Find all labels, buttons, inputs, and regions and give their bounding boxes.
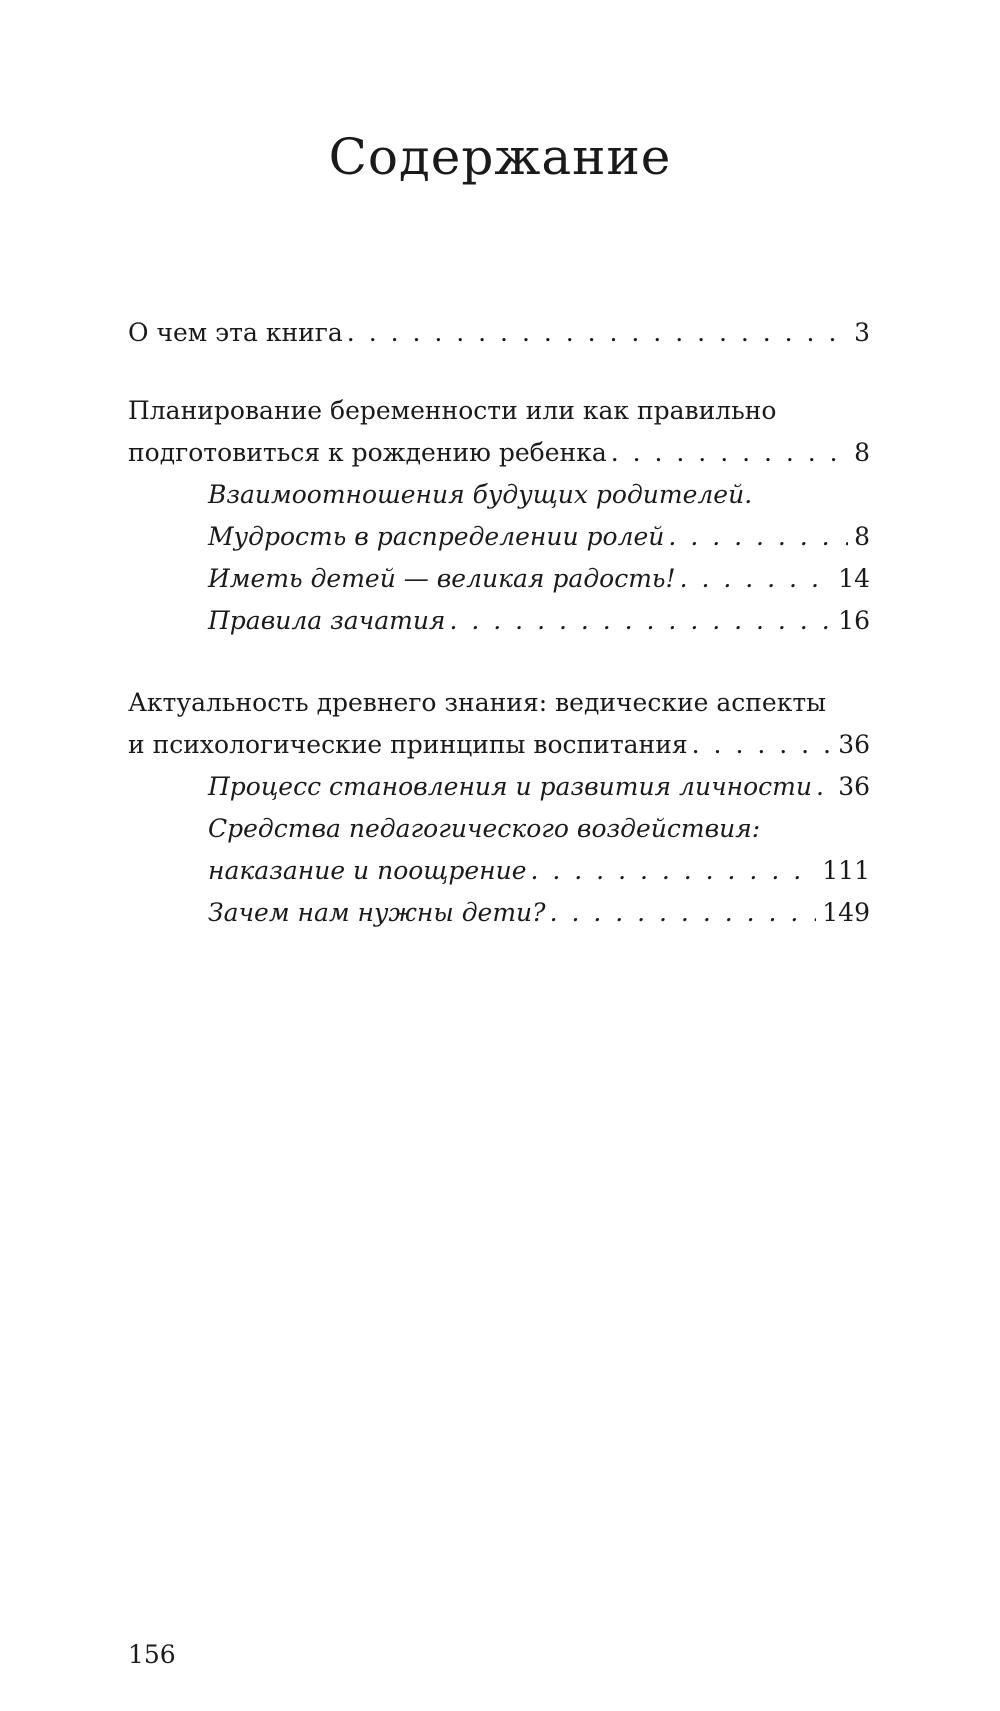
toc-entry-title: и психологические принципы воспитания	[128, 730, 688, 759]
toc-subentry[interactable]	[128, 808, 870, 892]
toc-entry-title-line	[128, 390, 870, 432]
toc-entry-title: О чем эта книга	[128, 318, 343, 347]
toc-subentry[interactable]	[128, 600, 870, 642]
toc-subentry-page: 149	[822, 898, 870, 927]
toc-entry-intro[interactable]	[128, 312, 870, 354]
toc-entry-page: 3	[854, 318, 870, 347]
dot-leader	[550, 892, 817, 934]
page-number: 156	[128, 1640, 176, 1669]
page-title: Содержание	[328, 128, 672, 186]
dot-leader	[611, 432, 848, 474]
toc-entry-title: подготовиться к рождению ребенка	[128, 438, 607, 467]
toc-entry-page: 8	[854, 438, 870, 467]
dot-leader	[680, 558, 833, 600]
toc-subentry-title: Взаимоотношения будущих родителей.	[208, 480, 753, 509]
toc-subsection-list	[128, 766, 870, 934]
toc-subentry-page: 16	[838, 606, 870, 635]
toc-subentry-title: Средства педагогического воздействия:	[208, 814, 761, 843]
toc-subentry-page: 14	[838, 564, 870, 593]
toc-subentry-line	[128, 808, 870, 850]
dot-leader	[692, 724, 833, 766]
toc-subentry[interactable]	[128, 558, 870, 600]
toc-subentry[interactable]	[128, 766, 870, 808]
toc-subentry-title: Процесс становления и развития личности	[208, 772, 812, 801]
toc-entry-title-line	[128, 724, 870, 766]
dot-leader	[347, 312, 848, 354]
toc-subentry-title: Иметь детей — великая радость!	[208, 564, 676, 593]
dot-leader	[668, 516, 848, 558]
toc-subentry-title: Мудрость в распределении ролей	[208, 522, 665, 551]
toc-subentry-line	[128, 850, 870, 892]
dot-leader	[816, 766, 832, 808]
toc-subentry[interactable]	[128, 892, 870, 934]
table-of-contents	[128, 312, 870, 934]
toc-entry-title-line	[128, 682, 870, 724]
toc-subentry-title: наказание и поощрение	[208, 856, 527, 885]
dot-leader	[531, 850, 817, 892]
toc-entry-title: Актуальность древнего знания: ведические аспекты	[128, 688, 827, 717]
toc-subentry-line	[128, 474, 870, 516]
toc-entry-title-line	[128, 432, 870, 474]
toc-subentry-line	[128, 516, 870, 558]
toc-subsection-list	[128, 474, 870, 642]
dot-leader	[450, 600, 833, 642]
toc-section-1[interactable]	[128, 390, 870, 474]
toc-subentry-page: 36	[838, 772, 870, 801]
toc-entry-title: Планирование беременности или как правильно	[128, 396, 777, 425]
toc-subentry-title: Зачем нам нужны дети?	[208, 898, 546, 927]
toc-subentry-page: 111	[822, 856, 870, 885]
toc-subentry-page: 8	[854, 522, 870, 551]
toc-entry-page: 36	[838, 730, 870, 759]
toc-subentry-title: Правила зачатия	[208, 606, 446, 635]
toc-section-2[interactable]	[128, 682, 870, 766]
toc-subentry[interactable]	[128, 474, 870, 558]
